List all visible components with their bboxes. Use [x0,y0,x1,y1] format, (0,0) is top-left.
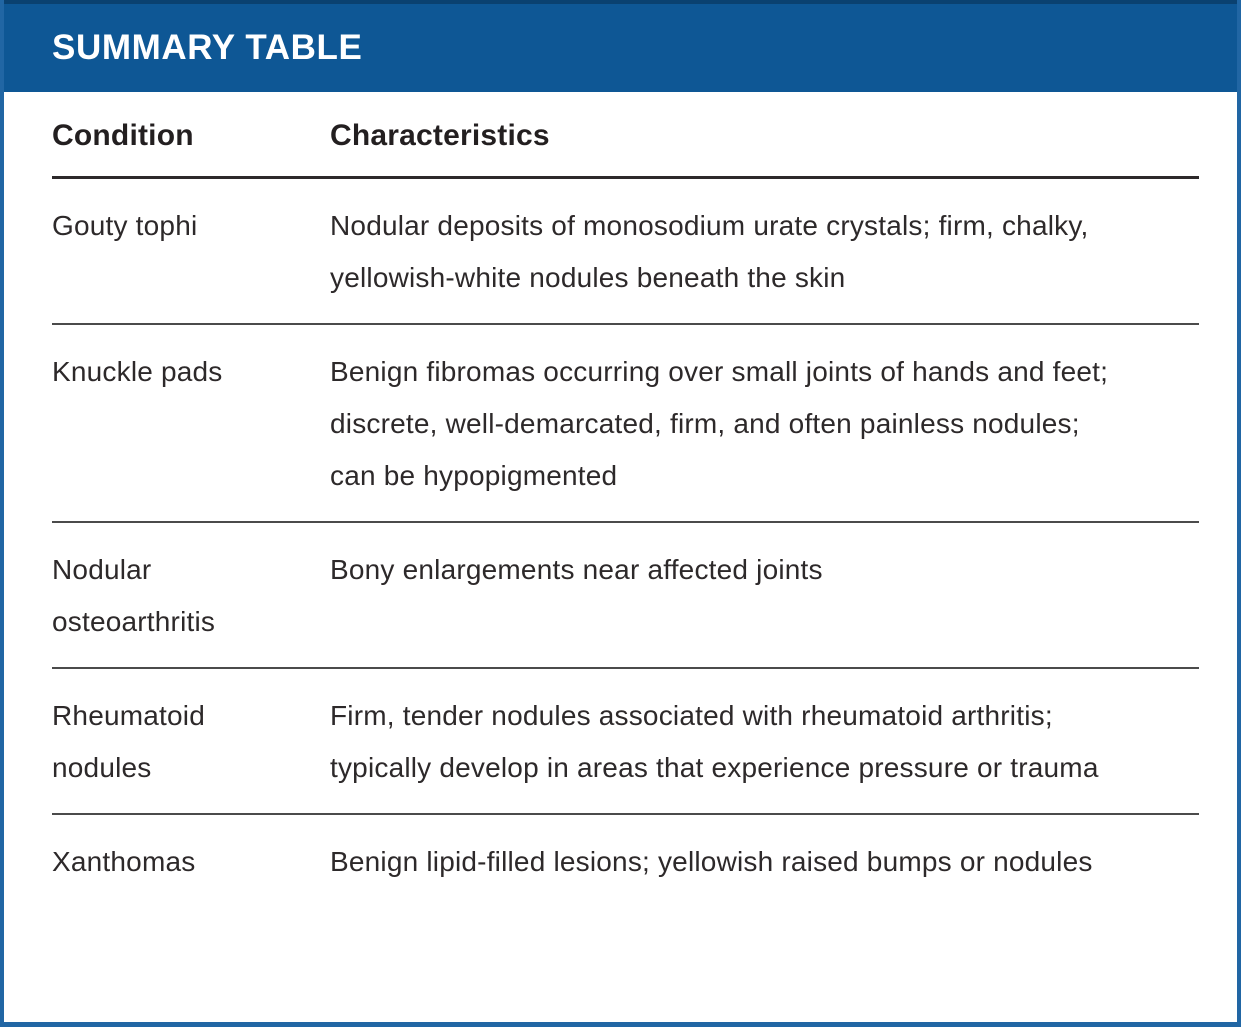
characteristics-text: Benign fibromas occurring over small joints of hands and feet; discrete, well-demarcated, firm, and often painless nodules; can be hypopigmented [330,356,1109,491]
table-title: SUMMARY TABLE [52,28,363,67]
characteristics-cell [330,690,1199,794]
characteristics-text: Nodular deposits of monosodium urate crystals; firm, chalky, yellowish-white nodules beneath the skin [330,210,1089,293]
condition-text: Rheumatoid nodules [52,700,205,783]
table-row [52,179,1199,325]
characteristics-cell [330,544,1199,648]
table-row [52,815,1199,907]
table-column-header-row [52,92,1199,179]
condition-cell [52,690,330,794]
condition-text: Knuckle pads [52,356,223,387]
characteristics-text: Benign lipid-filled lesions; yellowish raised bumps or nodules [330,846,1093,877]
condition-text: Gouty tophi [52,210,198,241]
condition-text: Nodular osteoarthritis [52,554,216,637]
table-row [52,325,1199,523]
table-header-band [4,0,1237,92]
characteristics-cell [330,836,1199,888]
condition-cell [52,200,330,304]
table-content [4,92,1237,907]
column-header-condition: Condition [52,119,194,152]
condition-cell [52,544,330,648]
table-row [52,669,1199,815]
table-row [52,523,1199,669]
column-header-characteristics: Characteristics [330,119,550,152]
condition-cell [52,346,330,502]
table-body [52,179,1199,907]
characteristics-cell [330,200,1199,304]
characteristics-cell [330,346,1199,502]
characteristics-text: Firm, tender nodules associated with rheumatoid arthritis; typically develop in areas that experience pressure or trauma [330,700,1099,783]
characteristics-text: Bony enlargements near affected joints [330,554,823,585]
condition-cell [52,836,330,888]
condition-text: Xanthomas [52,846,196,877]
